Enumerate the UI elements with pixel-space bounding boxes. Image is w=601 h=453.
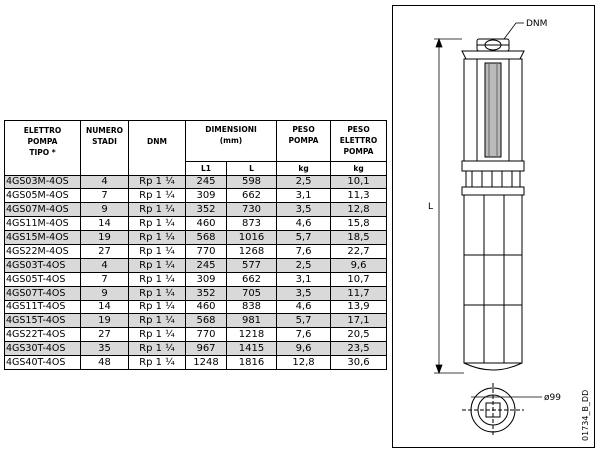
table-row (5, 231, 387, 245)
cell-peso-elettropompa: 10,7 (331, 272, 387, 286)
cell-dnm: Rp 1 ¼ (129, 342, 186, 356)
cell-l1: 770 (186, 244, 227, 258)
cell-l1: 1248 (186, 356, 227, 370)
subheader-l: L (227, 161, 277, 175)
cell-model: 4GS03T-4OS (5, 258, 81, 272)
cell-l1: 967 (186, 342, 227, 356)
cell-peso-pompa: 3,1 (277, 189, 331, 203)
cell-peso-pompa: 5,7 (277, 314, 331, 328)
cell-model: 4GS11M-4OS (5, 217, 81, 231)
cell-peso-elettropompa: 12,8 (331, 203, 387, 217)
table-row (5, 175, 387, 189)
cell-peso-elettropompa: 11,3 (331, 189, 387, 203)
cell-dnm: Rp 1 ¼ (129, 217, 186, 231)
cell-dnm: Rp 1 ¼ (129, 314, 186, 328)
cell-l1: 568 (186, 231, 227, 245)
cell-peso-pompa: 3,5 (277, 286, 331, 300)
cell-stages: 27 (81, 328, 129, 342)
header-dimensions-line1: DIMENSIONI (205, 125, 257, 135)
table-row (5, 342, 387, 356)
cell-stages: 4 (81, 175, 129, 189)
cell-model: 4GS15T-4OS (5, 314, 81, 328)
cell-peso-elettropompa: 11,7 (331, 286, 387, 300)
cell-peso-elettropompa: 13,9 (331, 300, 387, 314)
header-model-line3: TIPO * (29, 147, 56, 157)
cell-l: 981 (227, 314, 277, 328)
table-row (5, 203, 387, 217)
cell-peso-pompa: 7,6 (277, 244, 331, 258)
cell-l1: 309 (186, 189, 227, 203)
cell-peso-pompa: 4,6 (277, 300, 331, 314)
header-dimensions (186, 121, 277, 162)
subheader-l1: L1 (186, 161, 227, 175)
cell-l: 873 (227, 217, 277, 231)
cell-l1: 309 (186, 272, 227, 286)
cell-model: 4GS22M-4OS (5, 244, 81, 258)
table-row (5, 217, 387, 231)
cell-stages: 19 (81, 231, 129, 245)
cell-dnm: Rp 1 ¼ (129, 175, 186, 189)
header-dnm (129, 121, 186, 162)
pump-outlet-cap (462, 39, 524, 59)
cell-peso-elettropompa: 18,5 (331, 231, 387, 245)
cell-dnm: Rp 1 ¼ (129, 203, 186, 217)
cell-peso-elettropompa: 30,6 (331, 356, 387, 370)
cell-l1: 568 (186, 314, 227, 328)
table-row (5, 300, 387, 314)
cell-stages: 19 (81, 314, 129, 328)
cell-stages: 14 (81, 217, 129, 231)
table-row (5, 272, 387, 286)
cell-l: 1816 (227, 356, 277, 370)
header-dimensions-line2: (mm) (219, 136, 243, 146)
length-l-dimension (434, 39, 464, 373)
pump-technical-drawing (392, 5, 595, 448)
table-row (5, 328, 387, 342)
cell-l1: 245 (186, 175, 227, 189)
cell-model: 4GS30T-4OS (5, 342, 81, 356)
dnm-leader (504, 23, 524, 39)
header-weight-ep-line1: PESO (347, 125, 370, 135)
bottom-view (462, 383, 542, 437)
cell-peso-pompa: 9,6 (277, 342, 331, 356)
cell-l: 1268 (227, 244, 277, 258)
cell-stages: 35 (81, 342, 129, 356)
subheader-kg-pump: kg (277, 161, 331, 175)
table-row (5, 314, 387, 328)
cell-peso-pompa: 2,5 (277, 258, 331, 272)
cell-l: 598 (227, 175, 277, 189)
table-row (5, 258, 387, 272)
header-model-line1: ELETTRO (23, 125, 62, 135)
cell-model: 4GS15M-4OS (5, 231, 81, 245)
cell-dnm: Rp 1 ¼ (129, 231, 186, 245)
cell-peso-elettropompa: 23,5 (331, 342, 387, 356)
cell-peso-elettropompa: 17,1 (331, 314, 387, 328)
cell-model: 4GS22T-4OS (5, 328, 81, 342)
cell-peso-pompa: 3,1 (277, 272, 331, 286)
header-weight-pump-line2: POMPA (288, 136, 319, 146)
cell-dnm: Rp 1 ¼ (129, 272, 186, 286)
table-row (5, 356, 387, 370)
cell-peso-elettropompa: 20,5 (331, 328, 387, 342)
pump-hydraulic-section (464, 59, 522, 161)
header-model (5, 121, 81, 162)
header-stages-line2: STADI (92, 136, 117, 146)
cell-model: 4GS03M-4OS (5, 175, 81, 189)
header-weight-ep-line3: POMPA (343, 147, 374, 157)
cell-peso-elettropompa: 10,1 (331, 175, 387, 189)
header-weight-ep-line2: ELETTRO (339, 136, 378, 146)
cell-dnm: Rp 1 ¼ (129, 244, 186, 258)
diameter-label: ø99 (544, 393, 561, 403)
cell-dnm: Rp 1 ¼ (129, 189, 186, 203)
cell-l: 838 (227, 300, 277, 314)
cell-l: 662 (227, 272, 277, 286)
cell-l1: 352 (186, 203, 227, 217)
cell-peso-pompa: 7,6 (277, 328, 331, 342)
cell-dnm: Rp 1 ¼ (129, 356, 186, 370)
cell-l1: 460 (186, 300, 227, 314)
cell-l1: 352 (186, 286, 227, 300)
cell-model: 4GS07M-4OS (5, 203, 81, 217)
header-stages-line1: NUMERO (85, 125, 124, 135)
cell-model: 4GS05T-4OS (5, 272, 81, 286)
subheader-kg-electropump: kg (331, 161, 387, 175)
cell-stages: 9 (81, 203, 129, 217)
cell-model: 4GS07T-4OS (5, 286, 81, 300)
cell-stages: 4 (81, 258, 129, 272)
cell-dnm: Rp 1 ¼ (129, 300, 186, 314)
cell-l1: 770 (186, 328, 227, 342)
pump-intake (462, 161, 524, 195)
length-l-label: L (428, 202, 434, 212)
cell-peso-elettropompa: 22,7 (331, 244, 387, 258)
cell-stages: 9 (81, 286, 129, 300)
cell-dnm: Rp 1 ¼ (129, 286, 186, 300)
header-dnm-label: DNM (147, 136, 167, 146)
cell-peso-pompa: 4,6 (277, 217, 331, 231)
cell-l: 705 (227, 286, 277, 300)
cell-stages: 48 (81, 356, 129, 370)
cell-stages: 27 (81, 244, 129, 258)
cell-stages: 7 (81, 272, 129, 286)
table-row (5, 189, 387, 203)
cell-stages: 7 (81, 189, 129, 203)
subheader-row (5, 161, 387, 175)
header-stages (81, 121, 129, 162)
cell-l: 1016 (227, 231, 277, 245)
spec-table-body (5, 175, 387, 369)
header-weight-pump-line1: PESO (292, 125, 315, 135)
cell-l: 1218 (227, 328, 277, 342)
cell-model: 4GS05M-4OS (5, 189, 81, 203)
cell-dnm: Rp 1 ¼ (129, 258, 186, 272)
drawing-code: 01734_B_DD (581, 389, 590, 441)
cell-stages: 14 (81, 300, 129, 314)
cell-model: 4GS40T-4OS (5, 356, 81, 370)
cell-peso-elettropompa: 9,6 (331, 258, 387, 272)
table-row (5, 286, 387, 300)
header-model-line2: POMPA (27, 136, 58, 146)
cell-peso-pompa: 5,7 (277, 231, 331, 245)
table-row (5, 244, 387, 258)
cell-peso-pompa: 12,8 (277, 356, 331, 370)
pump-motor (464, 195, 522, 370)
cell-model: 4GS11T-4OS (5, 300, 81, 314)
pump-spec-table (4, 120, 387, 370)
cell-dnm: Rp 1 ¼ (129, 328, 186, 342)
cell-l: 662 (227, 189, 277, 203)
cell-peso-pompa: 3,5 (277, 203, 331, 217)
dnm-label: DNM (526, 19, 548, 29)
cell-l: 730 (227, 203, 277, 217)
cell-l1: 460 (186, 217, 227, 231)
header-weight-pump (277, 121, 331, 162)
cell-l1: 245 (186, 258, 227, 272)
cell-peso-pompa: 2,5 (277, 175, 331, 189)
header-row (5, 121, 387, 162)
cell-l: 1415 (227, 342, 277, 356)
cell-peso-elettropompa: 15,8 (331, 217, 387, 231)
header-weight-electropump (331, 121, 387, 162)
cell-l: 577 (227, 258, 277, 272)
